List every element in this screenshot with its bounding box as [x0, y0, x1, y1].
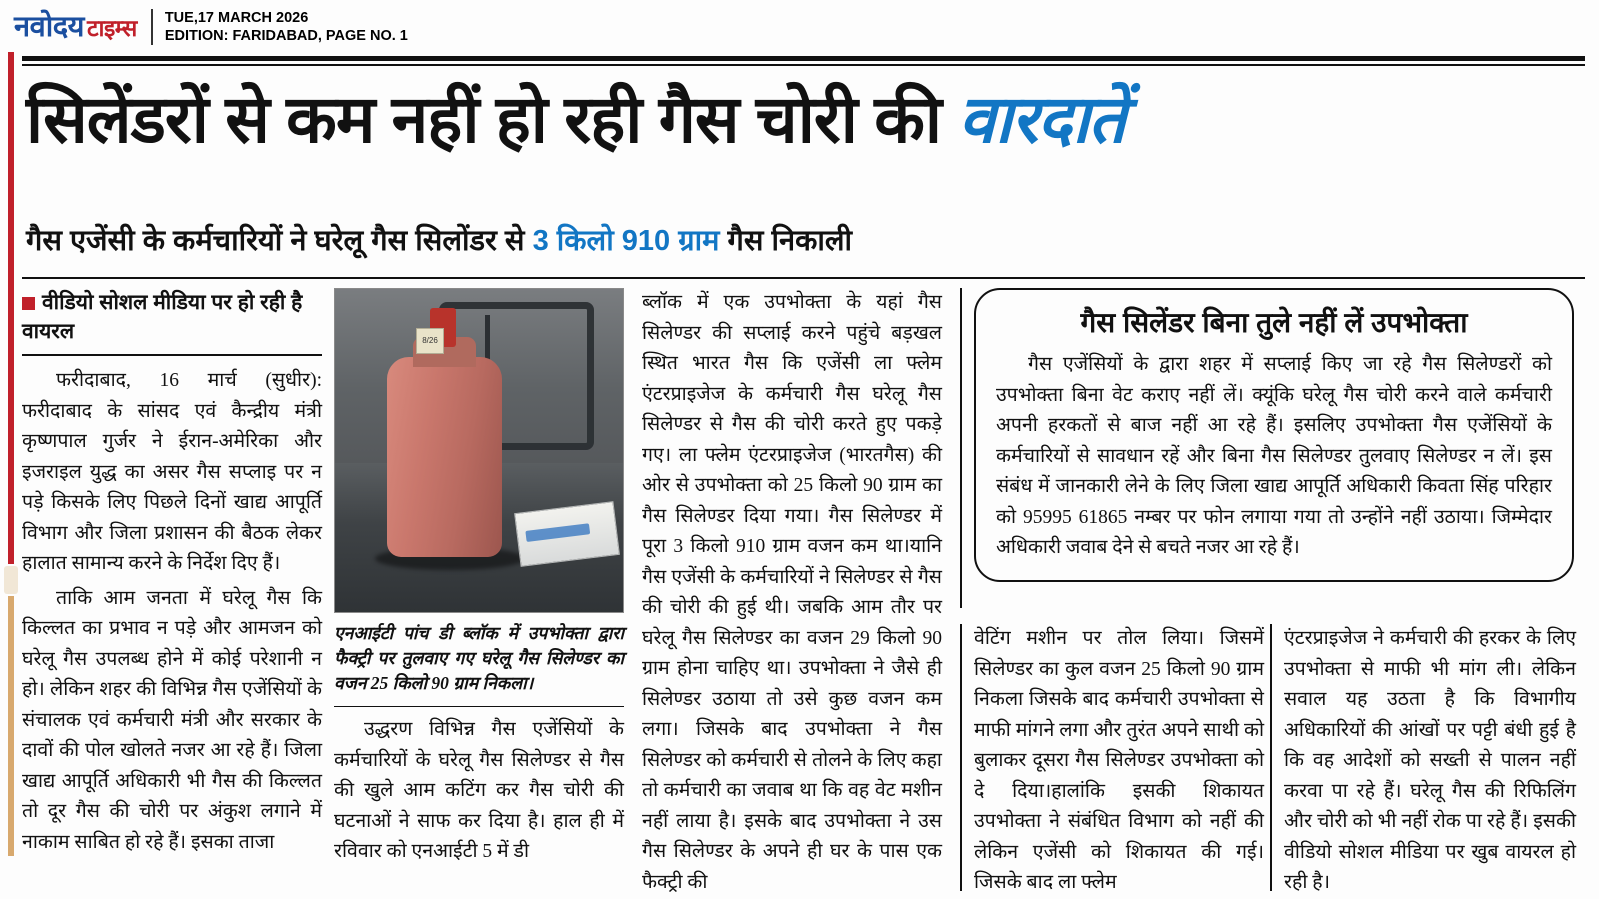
sidebar-box [974, 288, 1574, 582]
masthead [14, 4, 408, 50]
paragraph: एंटरप्राइजेज ने कर्मचारी की हरकर के लिए उपभोक्ता से माफी भी मांग ली। लेकिन सवाल यह उठता है कि विभागीय अधिकारियों की आंखों पर पट्टी बंधी हुई है कि वह आदेशों को सख्ती से पालन नहीं करवा पा रहे हैं। घरेलू गैस की रिफिलिंग और चोरी को भी नहीं रोक पा रहे हैं। इसकी वीडियो सोशल मीडिया पर खुब वायरल हो रही है। [1284, 628, 1576, 893]
subheadline-part2: गैस निकाली [719, 225, 853, 257]
photo-column-body: उद्धरण विभिन्न गैस एजेंसियों के कर्मचारियों के घरेलू गैस सिलेण्डर से गैस की खुले आम कटिंग कर गैस चोरी की घटनाओं ने साफ कर दिया है। हाल ही में रविवार को एनआईटी 5 में डी [334, 719, 624, 862]
subheadline-part1: गैस एजेंसी के कर्मचारियों ने घरेलू गैस सिलोंडर से [26, 225, 533, 257]
photo-cylinder-tag: 8/26 [416, 328, 445, 354]
column-three-body [642, 288, 942, 898]
left-margin-rule-cap [4, 566, 18, 594]
kicker-text: वीडियो सोशल मीडिया पर हो रही है वायरल [22, 291, 303, 343]
logo-secondary-text: टाइम्स [86, 14, 137, 41]
date-line: TUE,17 MARCH 2026 [164, 10, 309, 26]
photo-caption: एनआईटी पांच डी ब्लॉक में उपभोक्ता द्वारा फैक्ट्री पर तुलवाए गए घरेलू गैस सिलेण्डर का वजन 25 किलो 90 ग्राम निकला। [334, 623, 624, 693]
photo-gas-cylinder [387, 357, 502, 557]
caption-rule [334, 706, 624, 707]
column-one-body [22, 366, 322, 858]
logo-primary-text: नवोदय [14, 10, 84, 43]
sidebar-box-body: गैस एजेंसियों के द्वारा शहर में सप्लाई किए जा रहे गैस सिलेण्डरों को उपभोक्ता बिना वेट कराए नहीं लें। क्यूंकि घरेलू गैस चोरी करने वाले कर्मचारी अपनी हरकतों से बाज नहीं आ रहे हैं। इसलिए उपभोक्ता गैस एजेंसियों के कर्मचारियों से सावधान रहें और बिना गैस सिलेण्डर तुलवाए सिलेण्डर न लें। इस संबंध में जानकारी लेने के लिए जिला खाद्य आपूर्ति अधिकारी किवता सिंह परिहार को 95995 61865 नम्बर पर फोन लगाया गया तो उन्होंने नहीं उठाया। जिम्मेदार अधिकारी जवाब देने से बचते नजर आ रहे हैं। [996, 354, 1552, 558]
masthead-rule-thin [22, 64, 1585, 66]
kicker-rule [22, 354, 322, 356]
column-four-body [974, 624, 1264, 899]
paragraph: फरीदाबाद, 16 मार्च (सुधीर): फरीदाबाद के सांसद एवं कैन्द्रीय मंत्री कृष्णपाल गुर्जर ने ईरान-अमेरिका और इजराइल युद्ध का असर गैस सप्लाइ पर न पड़े किसके लिए पिछले दिनों खाद्य आपूर्ति विभाग और जिला प्रशासन की बैठक लेकर हालात सामान्य करने के निर्देश दिए हैं। [22, 370, 322, 574]
article-columns [22, 288, 1585, 891]
kicker-heading [22, 288, 322, 346]
photo-slip-band [525, 522, 591, 541]
left-margin-rule-top [8, 52, 14, 564]
headline-highlight: वारदातें [958, 82, 1125, 156]
paragraph: ब्लॉक में एक उपभोक्ता के यहां गैस सिलेण्डर की सप्लाई करने पहुंचे बड़खल स्थित भारत गैस कि एजेंसी ला फ्लेम एंटरप्राइजेज के कर्मचारी गैस घरेलू गैस सिलेण्डर से गैस की चोरी करते हुए पकड़े गए। ला फ्लेम एंटरप्राइजेज (भारतगैस) की ओर से उपभोक्ता को 25 किलो 90 ग्राम का गैस सिलेण्डर दिया गया। गैस सिलेण्डर में पूरा 3 किलो 910 ग्राम वजन कम था।यानि गैस एजेंसी के कर्मचारियों ने सिलेण्डर से गैस की चोरी की हुई थी। जबकि आम तौर पर घरेलू गैस सिलेण्डर का वजन 29 किलो 90 ग्राम होना चाहिए था। उपभोक्ता ने जैसे ही सिलेण्डर उठाया तो उसे कुछ वजन कम लगा। जिसके बाद उपभोक्ता ने गैस सिलेण्डर को कर्मचारी से तोलने के लिए कहा तो कर्मचारी का जवाब था कि वह वेट मशीन नहीं लाया है। इसके बाद उपभोक्ता ने उस गैस सिलेण्डर के अपने ही घर के पास एक फैक्ट्री की [642, 292, 942, 893]
column-five-body [1284, 624, 1576, 899]
paragraph: ताकि आम जनता में घरेलू गैस कि किल्लत का प्रभाव न पड़े और आमजन को घरेलू गैस उपलब्ध होने में कोई परेशानी न हो। लेकिन शहर की विभिन्न गैस एजेंसियों के संचालक एवं कर्मचारी मंत्री और सरकार के दावों की पोल खोलते नजर आ रहे हैं। जिला खाद्य आपूर्ति अधिकारी भी गैस की किल्लत तो दूर गैस की चोरी पर अंकुश लगाने में नाकाम साबित हो रहे हैं। इसका ताजा [22, 587, 322, 853]
column-divider-upper [960, 288, 962, 608]
gas-cylinder-photo [334, 288, 624, 613]
masthead-rule-thick [22, 56, 1585, 61]
paragraph: वेटिंग मशीन पर तोल लिया। जिसमें सिलेण्डर का कुल वजन 25 किलो 90 ग्राम निकला जिसके बाद कर्मचारी उपभोक्ता से माफी मांगने लगा और तुरंत अपने साथी को बुलाकर दूसरा गैस सिलेण्डर उपभोक्ता को दे दिया।हालांकि इसकी शिकायत उपभोक्ता ने संबंधित विभाग को नहीं की लेकिन एजेंसी को शिकायत की गई। जिसके बाद ला फ्लेम [974, 628, 1264, 893]
column-five [1284, 624, 1576, 899]
headline-bottom-rule [22, 277, 1585, 279]
subheadline-highlight: 3 किलो 910 ग्राम [532, 225, 720, 257]
photo-column [334, 288, 624, 868]
main-headline [26, 78, 1583, 160]
masthead-meta [151, 9, 408, 45]
column-three [642, 288, 942, 891]
column-divider-lower [960, 624, 962, 891]
sub-headline [26, 222, 1583, 260]
column-four [974, 624, 1264, 899]
edition-line: EDITION: FARIDABAD, PAGE NO. 1 [164, 28, 408, 44]
left-margin-rule-bottom [8, 596, 14, 856]
headline-text-part1: सिलेंडरों से कम नहीं हो रही गैस चोरी की [26, 82, 959, 156]
sidebar-box-title: गैस सिलेंडर बिना तुले नहीं लें उपभोक्ता [1080, 307, 1468, 338]
newspaper-logo [14, 10, 147, 43]
column-one [22, 288, 322, 891]
kicker-bullet-icon [22, 297, 35, 310]
column-divider-right [1270, 624, 1272, 891]
